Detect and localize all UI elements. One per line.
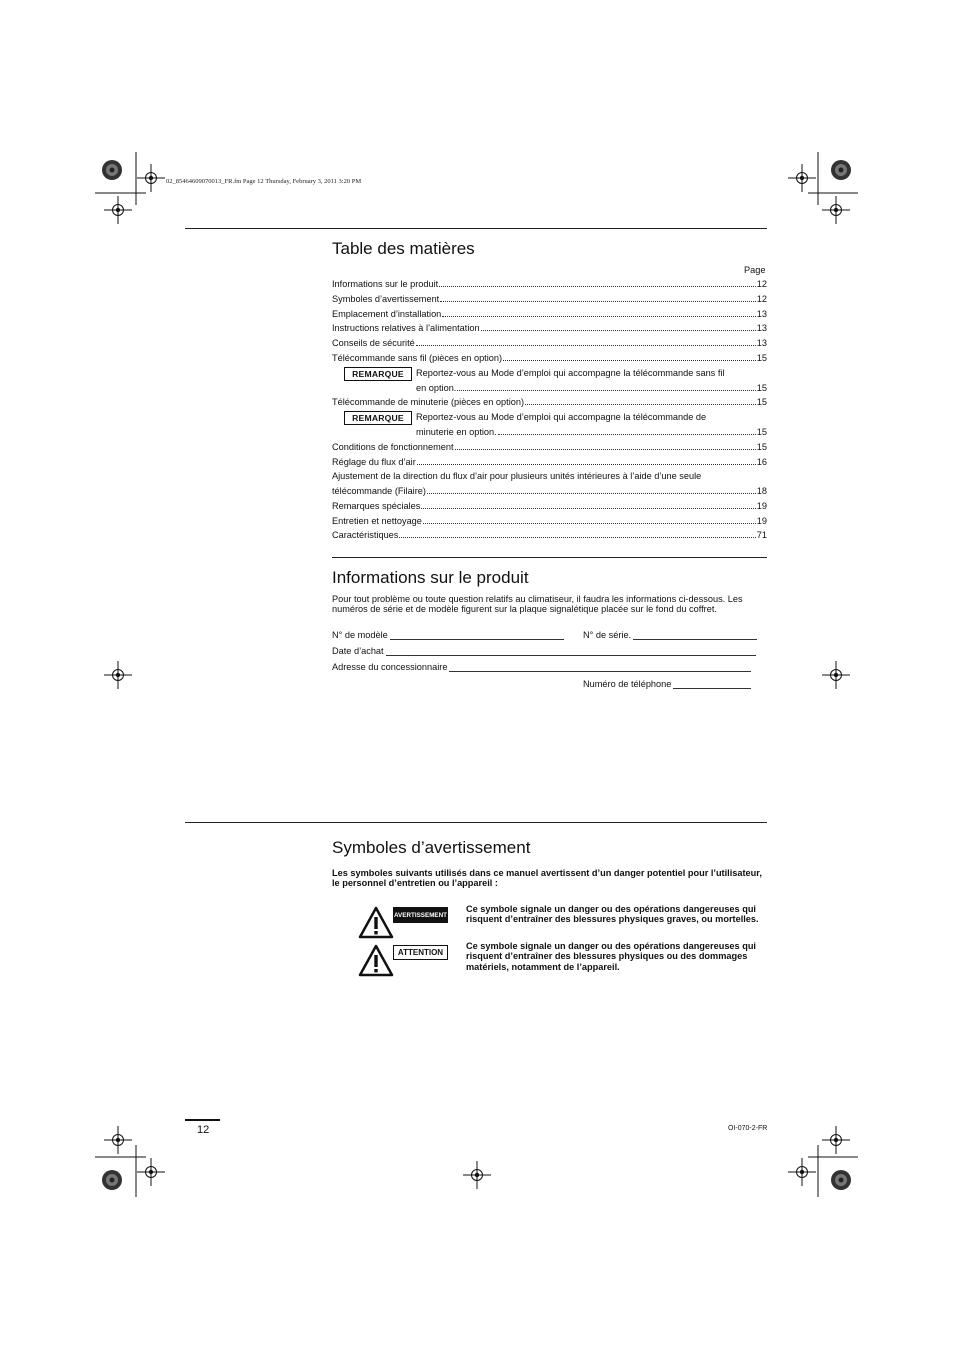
warning-symbols-intro: Les symboles suivants utilisés dans ce manuel avertissent d’un danger potentiel pour l’utilisateur, le personnel d’entretien ou l’appareil : [332, 868, 762, 889]
document-code: OI-070-2-FR [728, 1125, 768, 1132]
model-number-label: N° de modèle [332, 630, 388, 640]
toc-entry[interactable]: Entretien et nettoyage 19 [332, 516, 767, 526]
toc-entry[interactable]: Conditions de fonctionnement 15 [332, 442, 767, 452]
page-number: 12 [197, 1124, 210, 1136]
toc-entry[interactable]: Télécommande sans fil (pièces en option) 15 [332, 353, 767, 363]
section-divider [185, 822, 767, 823]
toc-page-label: Page [744, 265, 766, 275]
serial-number-label: N° de série. [583, 630, 632, 640]
product-info-paragraph: Pour tout problème ou toute question relatifs au climatiseur, il faudra les informations ci-dessous. Les numéros de série et de modèle figurent sur la plaque signalétique placée sur le fond du coffret. [332, 594, 743, 615]
remark-badge: REMARQUE [344, 367, 412, 381]
page-number-bar [185, 1119, 220, 1121]
section-divider [185, 228, 767, 229]
remark-text: Reportez-vous au Mode d’emploi qui accompagne la télécommande de [416, 412, 707, 422]
remark-text: Reportez-vous au Mode d’emploi qui accompagne la télécommande sans fil [416, 368, 725, 378]
toc-entry[interactable]: Conseils de sécurité 13 [332, 338, 767, 348]
toc-entry[interactable]: télécommande (Filaire) 18 [332, 486, 767, 496]
toc-entry[interactable]: Informations sur le produit 12 [332, 279, 767, 289]
warning-description: Ce symbole signale un danger ou des opérations dangereuses qui risquent d’entraîner des blessures physiques graves, ou mortelles. [466, 904, 759, 925]
toc-entry[interactable]: Télécommande de minuterie (pièces en option) 15 [332, 397, 767, 407]
attention-badge: ATTENTION [393, 945, 448, 960]
toc-entry[interactable]: en option. 15 [416, 383, 767, 393]
phone-number-label: Numéro de téléphone [583, 679, 672, 689]
toc-entry[interactable]: Réglage du flux d’air 16 [332, 457, 767, 467]
caution-description: Ce symbole signale un danger ou des opérations dangereuses qui risquent d’entraîner des blessures physiques ou des dommages matériels, notamment de l’appareil. [466, 941, 756, 972]
phone-number-field[interactable] [583, 679, 751, 689]
toc-entry[interactable]: Emplacement d’installation 13 [332, 309, 767, 319]
purchase-date-label: Date d’achat [332, 646, 384, 656]
section-divider [332, 557, 767, 558]
toc-title: Table des matières [332, 239, 475, 258]
warning-triangle-icon [358, 906, 394, 939]
model-number-field[interactable] [332, 630, 564, 640]
avertissement-badge: AVERTISSEMENT [393, 907, 448, 923]
caution-triangle-icon [358, 944, 394, 977]
dealer-address-field[interactable] [332, 662, 751, 672]
file-header-meta: 02_85464609070013_FR.fm Page 12 Thursday, February 3, 2011 3:20 PM [166, 178, 362, 185]
serial-number-field[interactable] [583, 630, 757, 640]
toc-entry[interactable]: Instructions relatives à l’alimentation 13 [332, 323, 767, 333]
product-info-title: Informations sur le produit [332, 568, 529, 587]
remark-badge: REMARQUE [344, 411, 412, 425]
purchase-date-field[interactable] [332, 646, 756, 656]
toc-entry[interactable]: minuterie en option. 15 [416, 427, 767, 437]
toc-entry-line1[interactable]: Ajustement de la direction du flux d’air pour plusieurs unités intérieures à l’aide d’une seule [332, 471, 702, 481]
toc-entry[interactable]: Caractéristiques 71 [332, 530, 767, 540]
dealer-address-label: Adresse du concessionnaire [332, 662, 448, 672]
toc-entry[interactable]: Symboles d’avertissement 12 [332, 294, 767, 304]
warning-symbols-title: Symboles d’avertissement [332, 838, 531, 857]
toc-entry[interactable]: Remarques spéciales 19 [332, 501, 767, 511]
